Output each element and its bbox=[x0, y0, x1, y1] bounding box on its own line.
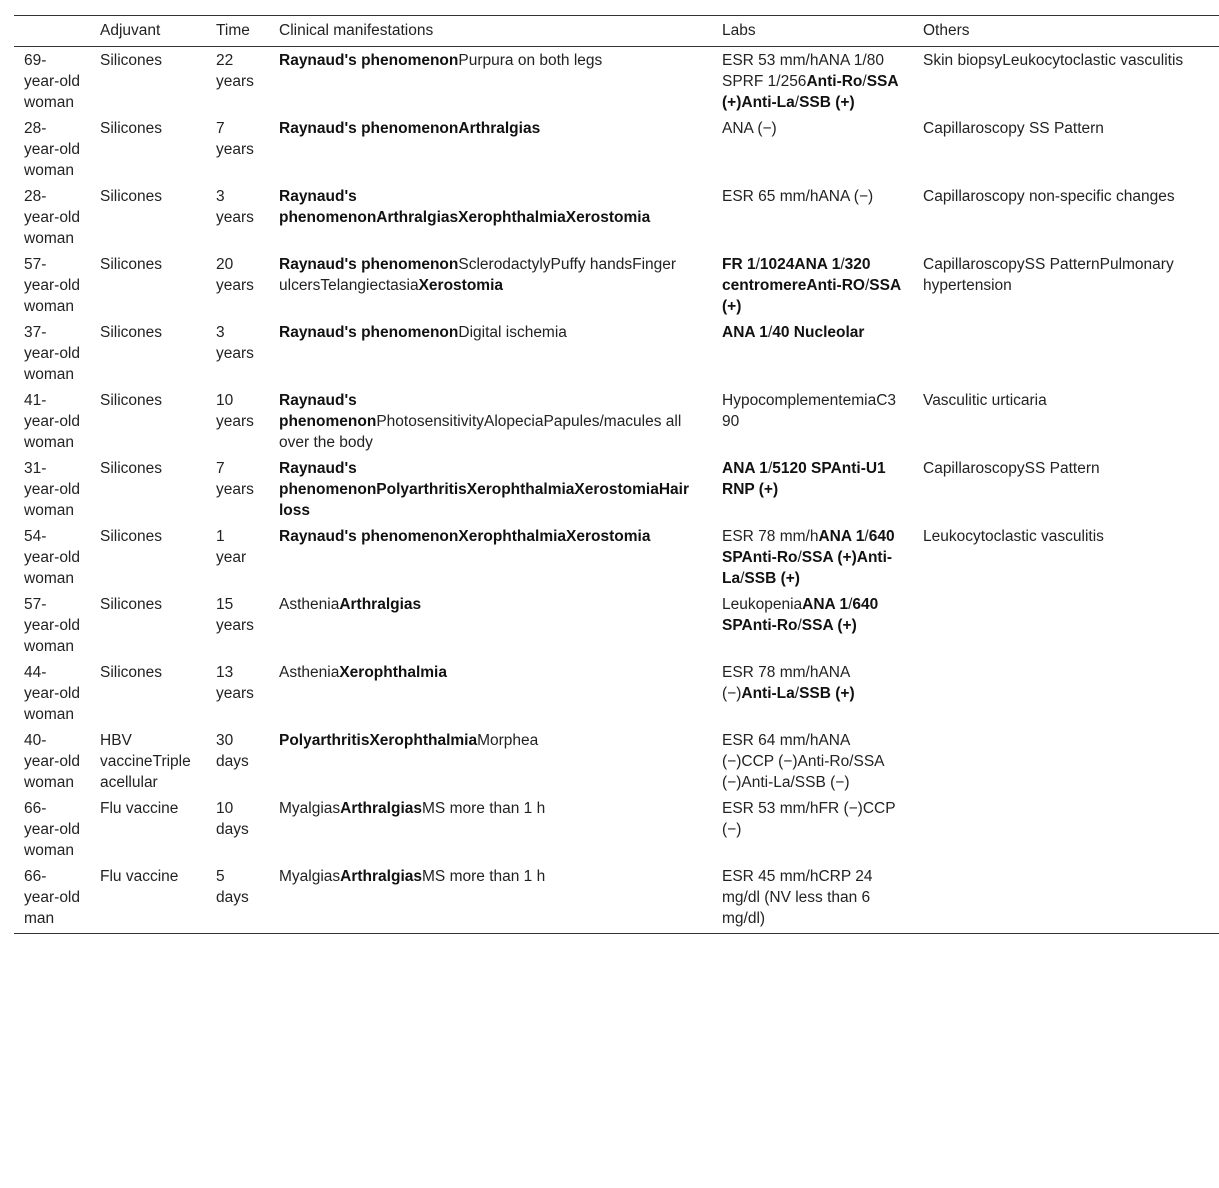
text-segment: Myalgias bbox=[279, 868, 341, 885]
cell-time: 3 years bbox=[216, 324, 254, 362]
cell-patient: 66-year-old man bbox=[14, 863, 90, 934]
text-segment: / bbox=[767, 460, 773, 477]
cell-adjuvant: Silicones bbox=[100, 596, 163, 613]
text-segment: Xerophthalmia bbox=[339, 664, 447, 681]
text-segment: Raynaud's phenomenon bbox=[279, 324, 459, 341]
text-segment: SSB (+) bbox=[799, 94, 855, 111]
header-time: Time bbox=[206, 16, 269, 47]
text-segment: / bbox=[864, 528, 869, 545]
text-segment: PolyarthritisXerophthalmia bbox=[279, 732, 478, 749]
text-segment: CapillaroscopySS PatternPulmonary hypertension bbox=[923, 256, 1174, 294]
cell-labs bbox=[712, 455, 913, 523]
cell-labs bbox=[712, 863, 913, 934]
text-segment: Raynaud's phenomenon bbox=[279, 392, 377, 430]
cell-time: 1 year bbox=[216, 528, 247, 566]
cell-patient: 28-year-old woman bbox=[24, 120, 80, 179]
text-segment: Raynaud's phenomenon bbox=[279, 256, 459, 273]
table-row bbox=[14, 47, 1219, 116]
table-row bbox=[14, 523, 1219, 591]
cell-patient: 57-year-old woman bbox=[24, 596, 80, 655]
table-row bbox=[14, 387, 1219, 455]
cell-clinical-manifestations bbox=[269, 183, 712, 251]
text-segment: ESR 78 mm/h bbox=[722, 528, 819, 545]
text-segment: 640 SPAnti-Ro bbox=[722, 596, 879, 634]
cell-adjuvant: Flu vaccine bbox=[90, 863, 206, 934]
cell-others bbox=[913, 795, 1219, 863]
cell-time: 22 years bbox=[216, 52, 254, 90]
header-adjuvant: Adjuvant bbox=[90, 16, 206, 47]
cell-labs bbox=[712, 727, 913, 795]
cell-clinical-manifestations bbox=[269, 47, 712, 116]
cell-patient: 66-year-old woman bbox=[24, 800, 80, 859]
text-segment: CapillaroscopySS Pattern bbox=[923, 460, 1100, 477]
header-clinical-manifestations: Clinical manifestations bbox=[269, 16, 712, 47]
text-segment: 40 Nucleolar bbox=[772, 324, 865, 341]
cell-time: 10 days bbox=[216, 800, 249, 838]
cell-others bbox=[913, 251, 1219, 319]
text-segment: / bbox=[767, 324, 773, 341]
text-segment: Raynaud's phenomenonArthralgias bbox=[279, 120, 541, 137]
cell-labs bbox=[712, 319, 913, 387]
header-patient bbox=[14, 16, 90, 47]
cell-clinical-manifestations bbox=[269, 863, 712, 934]
text-segment: Arthralgias bbox=[340, 800, 423, 817]
text-segment: Morphea bbox=[477, 732, 539, 749]
text-segment: HypocomplementemiaC3 90 bbox=[722, 392, 897, 430]
text-segment: ESR 65 mm/hANA (−) bbox=[722, 188, 874, 205]
text-segment: 320 centromereAnti-RO bbox=[722, 256, 871, 294]
text-segment: FR 1 bbox=[722, 256, 756, 273]
text-segment: SSA (+)Anti-La bbox=[722, 73, 898, 111]
text-segment: Raynaud's phenomenonPolyarthritisXerophthalmiaXerostomiaHair loss bbox=[279, 460, 689, 519]
text-segment: Vasculitic urticaria bbox=[923, 392, 1047, 409]
text-segment: / bbox=[794, 94, 800, 111]
cell-time: 7 years bbox=[216, 120, 254, 158]
cell-labs bbox=[712, 659, 913, 727]
header-others: Others bbox=[913, 16, 1219, 47]
cell-labs bbox=[712, 523, 913, 591]
cell-patient: 44-year-old woman bbox=[24, 664, 80, 723]
cell-others bbox=[913, 47, 1219, 116]
cell-adjuvant: Silicones bbox=[100, 460, 163, 477]
table-row bbox=[14, 659, 1219, 727]
cell-adjuvant: Silicones bbox=[100, 392, 163, 409]
text-segment: / bbox=[862, 73, 867, 90]
text-segment: Asthenia bbox=[279, 596, 340, 613]
cell-clinical-manifestations bbox=[269, 523, 712, 591]
case-table bbox=[14, 15, 1219, 934]
text-segment: Anti-Ro bbox=[806, 73, 863, 90]
text-segment: ESR 45 mm/hCRP 24 mg/dl (NV less than 6 mg/dl) bbox=[722, 868, 873, 927]
cell-patient: 41-year-old woman bbox=[24, 392, 80, 451]
cell-others bbox=[913, 523, 1219, 591]
cell-adjuvant: Silicones bbox=[100, 528, 163, 545]
text-segment: ANA 1 bbox=[722, 460, 768, 477]
header-labs: Labs bbox=[712, 16, 913, 47]
cell-time: 5 days bbox=[206, 863, 269, 934]
cell-time: 3 years bbox=[216, 188, 254, 226]
text-segment: SSA (+) bbox=[722, 277, 901, 315]
text-segment: ESR 78 mm/hANA (−) bbox=[722, 664, 850, 702]
cell-others bbox=[913, 115, 1219, 183]
text-segment: MS more than 1 h bbox=[422, 868, 546, 885]
table-row bbox=[14, 455, 1219, 523]
text-segment: SSA (+)Anti-La bbox=[722, 549, 893, 587]
cell-patient: 31-year-old woman bbox=[24, 460, 80, 519]
cell-clinical-manifestations bbox=[269, 455, 712, 523]
text-segment: / bbox=[794, 685, 800, 702]
text-segment: PhotosensitivityAlopeciaPapules/macules all over the body bbox=[279, 413, 682, 451]
text-segment: / bbox=[755, 256, 760, 273]
cell-others bbox=[913, 863, 1219, 934]
cell-adjuvant: Silicones bbox=[100, 120, 163, 137]
text-segment: / bbox=[848, 596, 853, 613]
cell-patient: 57-year-old woman bbox=[24, 256, 80, 315]
table-row bbox=[14, 727, 1219, 795]
cell-adjuvant: Silicones bbox=[100, 664, 163, 681]
cell-clinical-manifestations bbox=[269, 251, 712, 319]
cell-clinical-manifestations bbox=[269, 115, 712, 183]
cell-clinical-manifestations bbox=[269, 591, 712, 659]
text-segment: / bbox=[740, 570, 745, 587]
cell-adjuvant: Silicones bbox=[100, 324, 163, 341]
text-segment: Leukopenia bbox=[722, 596, 803, 613]
cell-others bbox=[913, 387, 1219, 455]
cell-patient: 28-year-old woman bbox=[24, 188, 80, 247]
cell-labs bbox=[712, 591, 913, 659]
cell-clinical-manifestations bbox=[269, 795, 712, 863]
text-segment: SSB (+) bbox=[799, 685, 855, 702]
text-segment: / bbox=[797, 617, 802, 634]
table-row bbox=[14, 319, 1219, 387]
text-segment: / bbox=[840, 256, 845, 273]
text-segment: Arthralgias bbox=[340, 868, 423, 885]
cell-adjuvant: Silicones bbox=[100, 256, 163, 273]
table-row bbox=[14, 183, 1219, 251]
cell-adjuvant: Silicones bbox=[100, 188, 163, 205]
cell-others bbox=[913, 455, 1219, 523]
text-segment: Capillaroscopy non-specific changes bbox=[923, 188, 1175, 205]
table-header-row bbox=[14, 16, 1219, 47]
cell-patient: 40-year-old woman bbox=[24, 732, 80, 791]
cell-others bbox=[913, 319, 1219, 387]
cell-labs bbox=[712, 47, 913, 116]
text-segment: Asthenia bbox=[279, 664, 340, 681]
text-segment: SclerodactylyPuffy handsFinger ulcersTelangiectasia bbox=[279, 256, 677, 294]
text-segment: ESR 64 mm/hANA (−)CCP (−)Anti-Ro/SSA (−)Anti-La/SSB (−) bbox=[722, 732, 884, 791]
table-row bbox=[14, 251, 1219, 319]
cell-labs bbox=[712, 795, 913, 863]
cell-patient: 54-year-old woman bbox=[24, 528, 80, 587]
text-segment: ANA 1 bbox=[802, 596, 849, 613]
text-segment: Anti-La bbox=[741, 685, 795, 702]
text-segment: SSA (+) bbox=[801, 617, 857, 634]
cell-time: 30 days bbox=[216, 732, 249, 770]
cell-clinical-manifestations bbox=[269, 659, 712, 727]
cell-time: 10 years bbox=[216, 392, 254, 430]
cell-others bbox=[913, 591, 1219, 659]
text-segment: / bbox=[864, 277, 870, 294]
text-segment: Capillaroscopy SS Pattern bbox=[923, 120, 1104, 137]
table-row bbox=[14, 591, 1219, 659]
cell-labs bbox=[712, 251, 913, 319]
table-row bbox=[14, 795, 1219, 863]
cell-adjuvant: Silicones bbox=[100, 52, 163, 69]
text-segment: ANA (−) bbox=[722, 120, 777, 137]
text-segment: Raynaud's phenomenonXerophthalmiaXerostomia bbox=[279, 528, 651, 545]
text-segment: 1024ANA 1 bbox=[759, 256, 841, 273]
cell-labs bbox=[712, 387, 913, 455]
text-segment: / bbox=[797, 549, 802, 566]
text-segment: Digital ischemia bbox=[458, 324, 567, 341]
cell-clinical-manifestations bbox=[269, 319, 712, 387]
cell-others bbox=[913, 727, 1219, 795]
cell-adjuvant: Flu vaccine bbox=[100, 800, 179, 817]
cell-adjuvant: HBV vaccineTriple acellular bbox=[100, 732, 191, 791]
cell-clinical-manifestations bbox=[269, 727, 712, 795]
table-row bbox=[14, 863, 1219, 934]
text-segment: MS more than 1 h bbox=[422, 800, 546, 817]
cell-others bbox=[913, 659, 1219, 727]
text-segment: Raynaud's phenomenonArthralgiasXerophthalmiaXerostomia bbox=[279, 188, 651, 226]
table-row bbox=[14, 115, 1219, 183]
cell-time: 7 years bbox=[216, 460, 254, 498]
text-segment: 5120 SPAnti-U1 RNP (+) bbox=[722, 460, 886, 498]
cell-patient: 37-year-old woman bbox=[24, 324, 80, 383]
cell-time: 20 years bbox=[216, 256, 254, 294]
text-segment: Skin biopsyLeukocytoclastic vasculitis bbox=[923, 52, 1184, 69]
cell-labs bbox=[712, 115, 913, 183]
text-segment: ANA 1 bbox=[722, 324, 768, 341]
text-segment: Arthralgias bbox=[339, 596, 422, 613]
text-segment: Myalgias bbox=[279, 800, 341, 817]
text-segment: Purpura on both legs bbox=[458, 52, 603, 69]
text-segment: Raynaud's phenomenon bbox=[279, 52, 459, 69]
text-segment: SSB (+) bbox=[744, 570, 800, 587]
cell-time: 15 years bbox=[216, 596, 254, 634]
text-segment: ESR 53 mm/hFR (−)CCP (−) bbox=[722, 800, 896, 838]
cell-labs bbox=[712, 183, 913, 251]
cell-time: 13 years bbox=[216, 664, 254, 702]
cell-clinical-manifestations bbox=[269, 387, 712, 455]
cell-others bbox=[913, 183, 1219, 251]
text-segment: Leukocytoclastic vasculitis bbox=[923, 528, 1104, 545]
text-segment: Xerostomia bbox=[418, 277, 503, 294]
table-body bbox=[14, 47, 1219, 934]
text-segment: ESR 53 mm/hANA 1/80 SPRF 1/256 bbox=[722, 52, 884, 90]
cell-patient: 69-year-old woman bbox=[24, 52, 80, 111]
text-segment: ANA 1 bbox=[818, 528, 865, 545]
text-segment: 640 SPAnti-Ro bbox=[722, 528, 895, 566]
